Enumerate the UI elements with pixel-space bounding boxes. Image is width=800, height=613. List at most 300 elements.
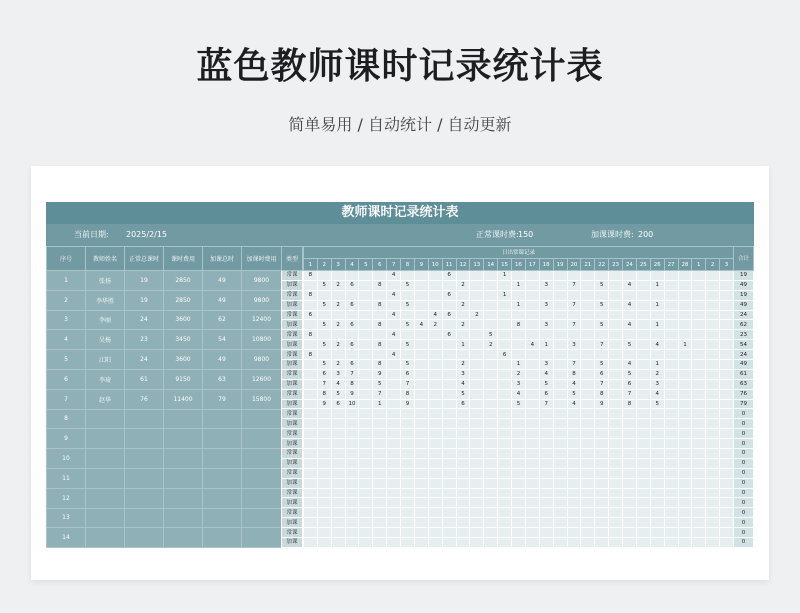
day-cell[interactable] bbox=[567, 528, 581, 538]
day-cell[interactable] bbox=[678, 538, 692, 548]
day-cell[interactable] bbox=[512, 488, 526, 498]
day-cell[interactable] bbox=[609, 320, 623, 330]
day-cell[interactable]: 5 bbox=[595, 280, 609, 290]
day-cell[interactable] bbox=[720, 310, 734, 320]
day-cell[interactable] bbox=[414, 439, 428, 449]
day-cell[interactable]: 1 bbox=[539, 340, 553, 350]
day-cell[interactable] bbox=[553, 409, 567, 419]
day-cell[interactable] bbox=[553, 389, 567, 399]
day-cell[interactable] bbox=[539, 518, 553, 528]
cell-extra-fee[interactable]: 15800 bbox=[242, 389, 282, 409]
day-cell[interactable] bbox=[706, 449, 720, 459]
day-cell[interactable] bbox=[650, 449, 664, 459]
day-cell[interactable] bbox=[609, 379, 623, 389]
day-cell[interactable]: 1 bbox=[650, 300, 664, 310]
day-cell[interactable] bbox=[484, 280, 498, 290]
day-cell[interactable] bbox=[428, 399, 442, 409]
day-cell[interactable] bbox=[484, 488, 498, 498]
day-cell[interactable] bbox=[304, 488, 318, 498]
day-cell[interactable]: 2 bbox=[331, 300, 345, 310]
day-cell[interactable] bbox=[428, 419, 442, 429]
day-cell[interactable] bbox=[525, 419, 539, 429]
day-cell[interactable] bbox=[484, 478, 498, 488]
day-cell[interactable]: 7 bbox=[595, 379, 609, 389]
day-cell[interactable] bbox=[442, 320, 456, 330]
day-cell[interactable] bbox=[414, 330, 428, 340]
day-cell[interactable] bbox=[498, 409, 512, 419]
day-cell[interactable]: 5 bbox=[331, 389, 345, 399]
day-cell[interactable] bbox=[456, 488, 470, 498]
day-cell[interactable] bbox=[539, 488, 553, 498]
day-cell[interactable]: 5 bbox=[401, 340, 415, 350]
day-cell[interactable] bbox=[609, 369, 623, 379]
day-cell[interactable] bbox=[498, 379, 512, 389]
day-cell[interactable] bbox=[304, 429, 318, 439]
day-cell[interactable] bbox=[581, 498, 595, 508]
day-cell[interactable] bbox=[331, 458, 345, 468]
day-cell[interactable]: 4 bbox=[387, 271, 401, 281]
day-cell[interactable] bbox=[414, 488, 428, 498]
day-cell[interactable] bbox=[567, 330, 581, 340]
day-cell[interactable] bbox=[359, 478, 373, 488]
day-cell[interactable] bbox=[456, 330, 470, 340]
day-cell[interactable] bbox=[387, 429, 401, 439]
day-cell[interactable] bbox=[720, 429, 734, 439]
day-cell[interactable] bbox=[304, 508, 318, 518]
day-cell[interactable] bbox=[470, 350, 484, 360]
cell-extra-fee[interactable]: 12600 bbox=[242, 369, 282, 389]
day-cell[interactable] bbox=[678, 271, 692, 281]
day-cell[interactable] bbox=[401, 439, 415, 449]
day-cell[interactable] bbox=[567, 290, 581, 300]
day-cell[interactable] bbox=[401, 350, 415, 360]
day-cell[interactable] bbox=[692, 409, 706, 419]
day-cell[interactable]: 3 bbox=[331, 369, 345, 379]
cell-no[interactable]: 14 bbox=[47, 528, 86, 548]
day-cell[interactable] bbox=[553, 458, 567, 468]
day-cell[interactable] bbox=[470, 330, 484, 340]
day-cell[interactable] bbox=[664, 379, 678, 389]
day-cell[interactable] bbox=[442, 538, 456, 548]
day-cell[interactable]: 8 bbox=[567, 369, 581, 379]
day-cell[interactable]: 7 bbox=[567, 360, 581, 370]
day-cell[interactable] bbox=[359, 271, 373, 281]
day-cell[interactable] bbox=[359, 389, 373, 399]
day-cell[interactable] bbox=[331, 508, 345, 518]
day-cell[interactable]: 5 bbox=[567, 389, 581, 399]
day-cell[interactable]: 7 bbox=[567, 320, 581, 330]
cell-extra-fee[interactable]: 9800 bbox=[242, 271, 282, 291]
day-cell[interactable]: 3 bbox=[650, 379, 664, 389]
day-cell[interactable] bbox=[401, 419, 415, 429]
cell-extra-hours[interactable] bbox=[203, 468, 242, 488]
day-cell[interactable] bbox=[720, 300, 734, 310]
day-cell[interactable] bbox=[428, 330, 442, 340]
day-cell[interactable] bbox=[373, 468, 387, 478]
day-cell[interactable] bbox=[470, 429, 484, 439]
day-cell[interactable] bbox=[387, 360, 401, 370]
cell-normal-hours[interactable] bbox=[125, 449, 164, 469]
day-cell[interactable] bbox=[678, 528, 692, 538]
day-cell[interactable] bbox=[428, 439, 442, 449]
day-cell[interactable] bbox=[470, 449, 484, 459]
day-cell[interactable] bbox=[470, 439, 484, 449]
cell-name[interactable]: 吴杨 bbox=[86, 330, 125, 350]
day-cell[interactable] bbox=[304, 419, 318, 429]
day-cell[interactable] bbox=[456, 518, 470, 528]
day-cell[interactable] bbox=[664, 409, 678, 419]
day-cell[interactable]: 4 bbox=[512, 389, 526, 399]
day-cell[interactable] bbox=[692, 360, 706, 370]
day-cell[interactable] bbox=[456, 449, 470, 459]
day-cell[interactable] bbox=[470, 320, 484, 330]
day-cell[interactable] bbox=[609, 271, 623, 281]
cell-no[interactable]: 11 bbox=[47, 468, 86, 488]
day-cell[interactable] bbox=[581, 429, 595, 439]
day-cell[interactable] bbox=[414, 369, 428, 379]
day-cell[interactable] bbox=[692, 429, 706, 439]
day-cell[interactable] bbox=[581, 310, 595, 320]
day-cell[interactable] bbox=[373, 350, 387, 360]
cell-extra-hours[interactable]: 79 bbox=[203, 389, 242, 409]
day-cell[interactable] bbox=[345, 488, 359, 498]
day-cell[interactable]: 8 bbox=[623, 399, 637, 409]
day-cell[interactable] bbox=[512, 449, 526, 459]
day-cell[interactable] bbox=[442, 458, 456, 468]
day-cell[interactable]: 6 bbox=[498, 350, 512, 360]
day-cell[interactable] bbox=[595, 538, 609, 548]
day-cell[interactable] bbox=[331, 528, 345, 538]
day-cell[interactable] bbox=[539, 439, 553, 449]
day-cell[interactable] bbox=[525, 320, 539, 330]
day-cell[interactable]: 6 bbox=[442, 310, 456, 320]
day-cell[interactable] bbox=[470, 360, 484, 370]
day-cell[interactable] bbox=[706, 458, 720, 468]
day-cell[interactable] bbox=[317, 409, 331, 419]
day-cell[interactable] bbox=[345, 290, 359, 300]
day-cell[interactable] bbox=[484, 350, 498, 360]
day-cell[interactable]: 2 bbox=[456, 300, 470, 310]
day-cell[interactable]: 5 bbox=[401, 320, 415, 330]
day-cell[interactable] bbox=[525, 449, 539, 459]
cell-normal-hours[interactable] bbox=[125, 488, 164, 508]
day-cell[interactable] bbox=[525, 518, 539, 528]
cell-no[interactable]: 13 bbox=[47, 508, 86, 528]
day-cell[interactable] bbox=[636, 369, 650, 379]
cell-name[interactable]: 张扬 bbox=[86, 271, 125, 291]
day-cell[interactable] bbox=[678, 310, 692, 320]
day-cell[interactable]: 7 bbox=[567, 300, 581, 310]
day-cell[interactable] bbox=[401, 458, 415, 468]
day-cell[interactable] bbox=[553, 528, 567, 538]
cell-name[interactable] bbox=[86, 528, 125, 548]
day-cell[interactable]: 4 bbox=[331, 379, 345, 389]
day-cell[interactable] bbox=[553, 310, 567, 320]
day-cell[interactable] bbox=[484, 468, 498, 478]
day-cell[interactable] bbox=[609, 330, 623, 340]
day-cell[interactable] bbox=[650, 538, 664, 548]
day-cell[interactable] bbox=[636, 320, 650, 330]
day-cell[interactable] bbox=[581, 369, 595, 379]
day-cell[interactable]: 5 bbox=[623, 369, 637, 379]
day-cell[interactable] bbox=[553, 280, 567, 290]
day-cell[interactable] bbox=[331, 330, 345, 340]
day-cell[interactable]: 6 bbox=[539, 389, 553, 399]
day-cell[interactable] bbox=[428, 369, 442, 379]
day-cell[interactable] bbox=[609, 360, 623, 370]
day-cell[interactable]: 6 bbox=[317, 369, 331, 379]
day-cell[interactable] bbox=[456, 350, 470, 360]
day-cell[interactable] bbox=[498, 320, 512, 330]
day-cell[interactable] bbox=[678, 488, 692, 498]
day-cell[interactable] bbox=[636, 409, 650, 419]
day-cell[interactable] bbox=[359, 340, 373, 350]
day-cell[interactable] bbox=[331, 350, 345, 360]
day-cell[interactable] bbox=[470, 468, 484, 478]
day-cell[interactable]: 7 bbox=[539, 399, 553, 409]
day-cell[interactable] bbox=[373, 290, 387, 300]
day-cell[interactable] bbox=[706, 389, 720, 399]
day-cell[interactable] bbox=[539, 449, 553, 459]
day-cell[interactable]: 4 bbox=[623, 280, 637, 290]
day-cell[interactable] bbox=[345, 518, 359, 528]
day-cell[interactable] bbox=[636, 310, 650, 320]
day-cell[interactable] bbox=[706, 290, 720, 300]
day-cell[interactable] bbox=[664, 389, 678, 399]
day-cell[interactable]: 3 bbox=[539, 360, 553, 370]
day-cell[interactable] bbox=[373, 518, 387, 528]
normal-fee-value[interactable]: 150 bbox=[518, 230, 534, 239]
day-cell[interactable] bbox=[692, 508, 706, 518]
day-cell[interactable]: 1 bbox=[512, 280, 526, 290]
day-cell[interactable] bbox=[720, 350, 734, 360]
day-cell[interactable] bbox=[345, 310, 359, 320]
day-cell[interactable] bbox=[525, 478, 539, 488]
day-cell[interactable] bbox=[414, 379, 428, 389]
day-cell[interactable] bbox=[636, 429, 650, 439]
cell-no[interactable]: 1 bbox=[47, 271, 86, 291]
day-cell[interactable] bbox=[525, 429, 539, 439]
cell-normal-hours[interactable] bbox=[125, 468, 164, 488]
day-cell[interactable] bbox=[484, 508, 498, 518]
day-cell[interactable] bbox=[442, 528, 456, 538]
day-cell[interactable] bbox=[553, 300, 567, 310]
day-cell[interactable] bbox=[359, 280, 373, 290]
day-cell[interactable] bbox=[553, 518, 567, 528]
day-cell[interactable] bbox=[304, 518, 318, 528]
day-cell[interactable] bbox=[595, 528, 609, 538]
day-cell[interactable]: 1 bbox=[512, 300, 526, 310]
day-cell[interactable] bbox=[650, 310, 664, 320]
day-cell[interactable] bbox=[623, 458, 637, 468]
day-cell[interactable] bbox=[414, 429, 428, 439]
day-cell[interactable] bbox=[304, 468, 318, 478]
day-cell[interactable] bbox=[373, 508, 387, 518]
cell-name[interactable] bbox=[86, 449, 125, 469]
day-cell[interactable] bbox=[664, 468, 678, 478]
day-cell[interactable] bbox=[359, 419, 373, 429]
day-cell[interactable] bbox=[595, 508, 609, 518]
day-cell[interactable] bbox=[387, 468, 401, 478]
day-cell[interactable] bbox=[345, 429, 359, 439]
cell-extra-fee[interactable] bbox=[242, 409, 282, 429]
day-cell[interactable] bbox=[414, 538, 428, 548]
day-cell[interactable]: 1 bbox=[650, 320, 664, 330]
day-cell[interactable] bbox=[414, 310, 428, 320]
day-cell[interactable] bbox=[525, 360, 539, 370]
day-cell[interactable]: 9 bbox=[595, 399, 609, 409]
day-cell[interactable] bbox=[581, 389, 595, 399]
day-cell[interactable] bbox=[609, 399, 623, 409]
day-cell[interactable] bbox=[414, 518, 428, 528]
day-cell[interactable] bbox=[636, 488, 650, 498]
day-cell[interactable]: 8 bbox=[317, 389, 331, 399]
day-cell[interactable] bbox=[345, 271, 359, 281]
day-cell[interactable] bbox=[595, 419, 609, 429]
day-cell[interactable] bbox=[678, 468, 692, 478]
day-cell[interactable]: 7 bbox=[567, 280, 581, 290]
day-cell[interactable] bbox=[498, 330, 512, 340]
day-cell[interactable] bbox=[581, 419, 595, 429]
day-cell[interactable]: 2 bbox=[331, 340, 345, 350]
day-cell[interactable] bbox=[720, 369, 734, 379]
day-cell[interactable] bbox=[304, 528, 318, 538]
day-cell[interactable] bbox=[525, 310, 539, 320]
day-cell[interactable] bbox=[359, 330, 373, 340]
day-cell[interactable] bbox=[706, 439, 720, 449]
day-cell[interactable] bbox=[567, 409, 581, 419]
day-cell[interactable] bbox=[484, 439, 498, 449]
day-cell[interactable]: 8 bbox=[373, 360, 387, 370]
day-cell[interactable] bbox=[304, 498, 318, 508]
day-cell[interactable] bbox=[512, 468, 526, 478]
cell-normal-hours[interactable] bbox=[125, 409, 164, 429]
day-cell[interactable] bbox=[636, 458, 650, 468]
day-cell[interactable] bbox=[650, 290, 664, 300]
day-cell[interactable] bbox=[678, 389, 692, 399]
day-cell[interactable] bbox=[387, 379, 401, 389]
day-cell[interactable] bbox=[317, 449, 331, 459]
day-cell[interactable] bbox=[664, 399, 678, 409]
day-cell[interactable] bbox=[664, 429, 678, 439]
day-cell[interactable] bbox=[678, 300, 692, 310]
day-cell[interactable] bbox=[553, 320, 567, 330]
day-cell[interactable] bbox=[678, 379, 692, 389]
day-cell[interactable] bbox=[373, 310, 387, 320]
day-cell[interactable] bbox=[636, 508, 650, 518]
day-cell[interactable] bbox=[636, 290, 650, 300]
day-cell[interactable]: 8 bbox=[373, 300, 387, 310]
day-cell[interactable] bbox=[512, 340, 526, 350]
day-cell[interactable]: 8 bbox=[304, 271, 318, 281]
day-cell[interactable] bbox=[609, 280, 623, 290]
day-cell[interactable] bbox=[442, 379, 456, 389]
day-cell[interactable] bbox=[664, 528, 678, 538]
cell-normal-hours[interactable] bbox=[125, 429, 164, 449]
day-cell[interactable] bbox=[456, 419, 470, 429]
day-cell[interactable] bbox=[623, 538, 637, 548]
day-cell[interactable] bbox=[387, 340, 401, 350]
day-cell[interactable] bbox=[650, 429, 664, 439]
day-cell[interactable] bbox=[304, 389, 318, 399]
day-cell[interactable] bbox=[331, 429, 345, 439]
day-cell[interactable]: 8 bbox=[373, 280, 387, 290]
cell-extra-hours[interactable]: 49 bbox=[203, 271, 242, 291]
day-cell[interactable] bbox=[553, 478, 567, 488]
day-cell[interactable] bbox=[692, 300, 706, 310]
day-cell[interactable] bbox=[692, 280, 706, 290]
day-cell[interactable] bbox=[623, 330, 637, 340]
day-cell[interactable] bbox=[512, 290, 526, 300]
day-cell[interactable] bbox=[664, 271, 678, 281]
day-cell[interactable] bbox=[428, 538, 442, 548]
day-cell[interactable]: 6 bbox=[345, 360, 359, 370]
day-cell[interactable] bbox=[595, 409, 609, 419]
day-cell[interactable] bbox=[498, 449, 512, 459]
cell-no[interactable]: 7 bbox=[47, 389, 86, 409]
day-cell[interactable] bbox=[442, 280, 456, 290]
day-cell[interactable] bbox=[623, 508, 637, 518]
day-cell[interactable] bbox=[636, 419, 650, 429]
day-cell[interactable] bbox=[609, 508, 623, 518]
day-cell[interactable]: 8 bbox=[304, 350, 318, 360]
cell-extra-fee[interactable] bbox=[242, 508, 282, 528]
day-cell[interactable] bbox=[304, 379, 318, 389]
day-cell[interactable] bbox=[442, 439, 456, 449]
day-cell[interactable] bbox=[414, 409, 428, 419]
day-cell[interactable] bbox=[720, 528, 734, 538]
day-cell[interactable]: 5 bbox=[456, 389, 470, 399]
day-cell[interactable] bbox=[581, 468, 595, 478]
day-cell[interactable] bbox=[525, 538, 539, 548]
day-cell[interactable] bbox=[636, 538, 650, 548]
day-cell[interactable] bbox=[720, 538, 734, 548]
day-cell[interactable] bbox=[595, 310, 609, 320]
day-cell[interactable] bbox=[581, 538, 595, 548]
day-cell[interactable] bbox=[387, 399, 401, 409]
day-cell[interactable] bbox=[595, 439, 609, 449]
day-cell[interactable] bbox=[720, 478, 734, 488]
day-cell[interactable] bbox=[428, 360, 442, 370]
day-cell[interactable] bbox=[706, 478, 720, 488]
day-cell[interactable] bbox=[345, 458, 359, 468]
day-cell[interactable] bbox=[414, 271, 428, 281]
day-cell[interactable] bbox=[470, 290, 484, 300]
day-cell[interactable] bbox=[331, 498, 345, 508]
day-cell[interactable] bbox=[470, 340, 484, 350]
day-cell[interactable] bbox=[595, 488, 609, 498]
day-cell[interactable] bbox=[373, 409, 387, 419]
day-cell[interactable] bbox=[664, 330, 678, 340]
day-cell[interactable] bbox=[304, 360, 318, 370]
day-cell[interactable] bbox=[401, 290, 415, 300]
day-cell[interactable]: 2 bbox=[484, 340, 498, 350]
day-cell[interactable] bbox=[650, 350, 664, 360]
day-cell[interactable] bbox=[359, 369, 373, 379]
day-cell[interactable] bbox=[706, 271, 720, 281]
day-cell[interactable] bbox=[636, 280, 650, 290]
cell-extra-fee[interactable] bbox=[242, 449, 282, 469]
day-cell[interactable] bbox=[304, 399, 318, 409]
day-cell[interactable] bbox=[664, 360, 678, 370]
day-cell[interactable] bbox=[456, 458, 470, 468]
day-cell[interactable] bbox=[414, 280, 428, 290]
day-cell[interactable]: 5 bbox=[595, 360, 609, 370]
day-cell[interactable] bbox=[401, 498, 415, 508]
day-cell[interactable] bbox=[414, 419, 428, 429]
day-cell[interactable] bbox=[387, 419, 401, 429]
day-cell[interactable] bbox=[498, 429, 512, 439]
